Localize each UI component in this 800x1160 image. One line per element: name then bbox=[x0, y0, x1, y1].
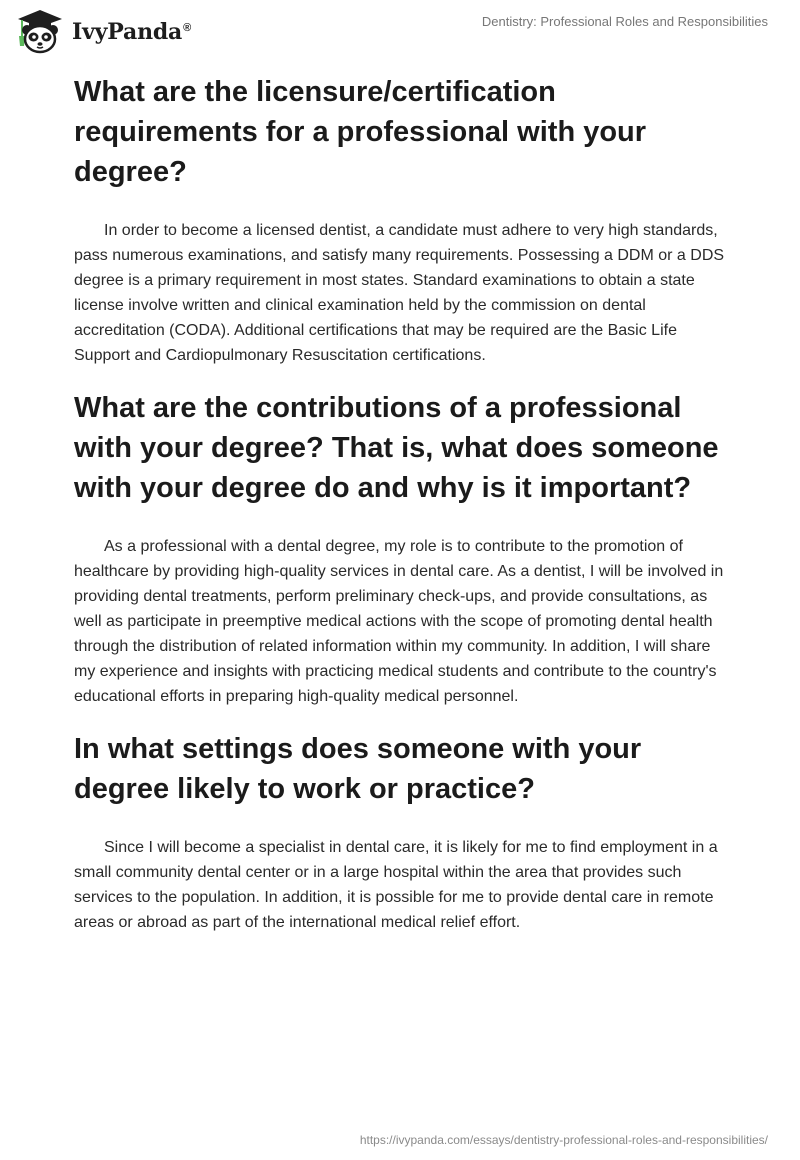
document-title: Dentistry: Professional Roles and Responsibilities bbox=[481, 14, 768, 29]
panda-graduation-cap-icon bbox=[14, 8, 66, 56]
section-heading: In what settings does someone with your degree likely to work or practice? bbox=[74, 733, 642, 805]
registered-mark: ® bbox=[183, 21, 192, 34]
logo-text: IvyPanda bbox=[72, 19, 183, 45]
ivypanda-logo[interactable] bbox=[14, 8, 191, 56]
source-url[interactable]: https://ivypanda.com/essays/dentistry-professional-roles-and-responsibilities/ bbox=[359, 1133, 768, 1147]
section-paragraph: In order to become a licensed dentist, a candidate must adhere to very high standards, pass numerous examinations, and satisfy many requirements. Possessing a DDM or a DDS degree is a primary requirement in most states. Standard examinations to obtain a state license involve written and clinical examination held by the commission on dental accreditation (CODA). Additional certifications that may be required are the Basic Life Support and Cardiopulmonary Resuscitation certifications. bbox=[74, 222, 725, 364]
essay-content bbox=[74, 72, 734, 935]
section-paragraph: As a professional with a dental degree, my role is to contribute to the promotion of healthcare by providing high-quality services in dental care. As a dentist, I will be involved in providing dental treatments, perform preliminary check-ups, and provide consultations, as well as participate in preemptive medical actions with the scope of promoting dental health through the distribution of related information within my community. In addition, I will share my experience and insights with practicing medical students and contribute to the country's educational efforts in preparing high-quality medical personnel. bbox=[74, 538, 724, 705]
logo-wordmark bbox=[72, 19, 191, 45]
section-heading: What are the contributions of a professional with your degree? That is, what does someone with your degree do and why is it important? bbox=[74, 392, 719, 504]
section-heading: What are the licensure/certification requirements for a professional with your degree? bbox=[74, 76, 647, 188]
section-paragraph: Since I will become a specialist in dental care, it is likely for me to find employment in a small community dental center or in a large hospital within the area that provides such services to the population. In addition, it is possible for me to provide dental care in remote areas or abroad as part of the international medical relief effort. bbox=[74, 839, 718, 931]
page-header bbox=[0, 0, 800, 60]
